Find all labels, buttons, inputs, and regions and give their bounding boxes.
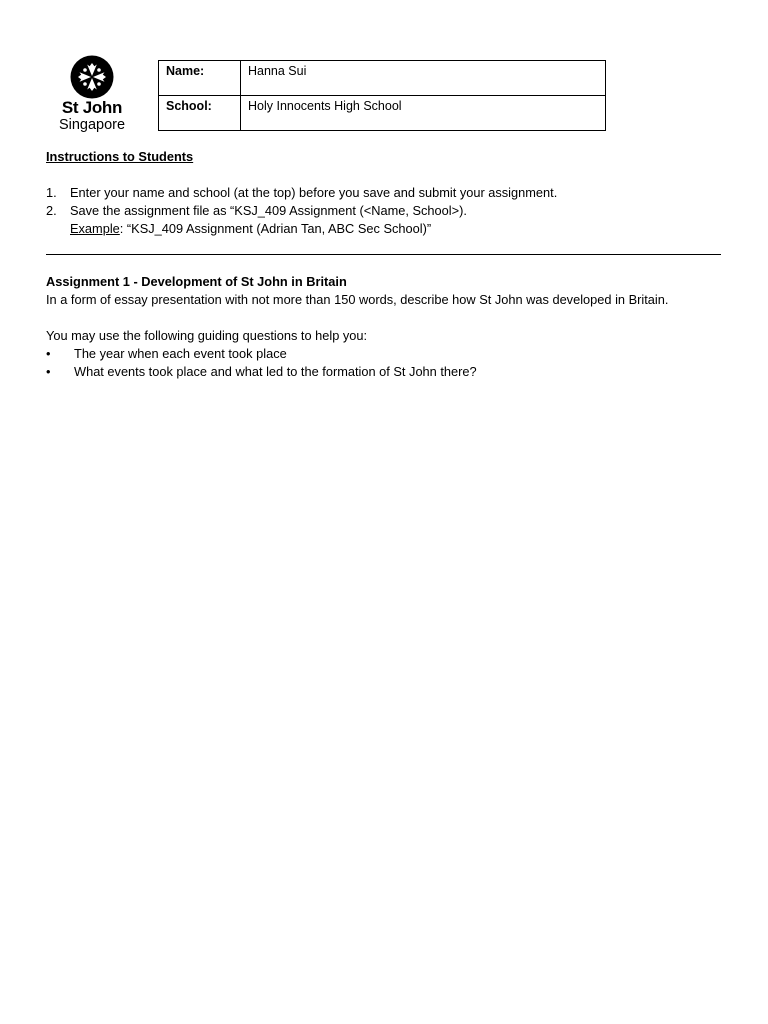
section-divider (46, 254, 721, 255)
name-value[interactable]: Hanna Sui (241, 61, 606, 96)
list-item-number: 1. (46, 185, 57, 200)
guide-questions-list (46, 345, 721, 381)
name-row (159, 61, 606, 96)
name-label: Name: (159, 61, 241, 96)
list-item (46, 345, 721, 363)
school-row (159, 96, 606, 131)
list-item-text: What events took place and what led to the formation of St John there? (74, 364, 477, 379)
list-item-number: 2. (46, 203, 57, 218)
maltese-cross-icon (70, 55, 114, 99)
list-item-text: The year when each event took place (74, 346, 287, 361)
example-text: : “KSJ_409 Assignment (Adrian Tan, ABC Sec School)” (119, 221, 432, 236)
example-label: Example (70, 221, 120, 236)
assignment-description: In a form of essay presentation with not more than 150 words, describe how St John was developed in Britain. (46, 292, 669, 307)
logo-title: St John (61, 98, 123, 117)
list-item (46, 184, 721, 202)
instructions-heading: Instructions to Students (46, 149, 194, 164)
assignment-heading: Assignment 1 - Development of St John in Britain (46, 274, 347, 289)
student-info-table (158, 60, 606, 131)
list-item (46, 202, 721, 238)
school-value[interactable]: Holy Innocents High School (241, 96, 606, 131)
instructions-list (46, 184, 721, 238)
logo-subtitle: Singapore (58, 117, 126, 133)
instructions-section (46, 148, 721, 238)
list-item (46, 363, 721, 381)
list-item-text: Enter your name and school (at the top) before you save and submit your assignment. (70, 185, 558, 200)
bullet-icon: • (46, 346, 51, 361)
guide-intro: You may use the following guiding questions to help you: (46, 328, 368, 343)
assignment-section (46, 273, 721, 381)
st-john-logo (50, 55, 134, 133)
bullet-icon: • (46, 364, 51, 379)
list-item-text: Save the assignment file as “KSJ_409 Assignment (<Name, School>). (70, 203, 467, 218)
school-label: School: (159, 96, 241, 131)
